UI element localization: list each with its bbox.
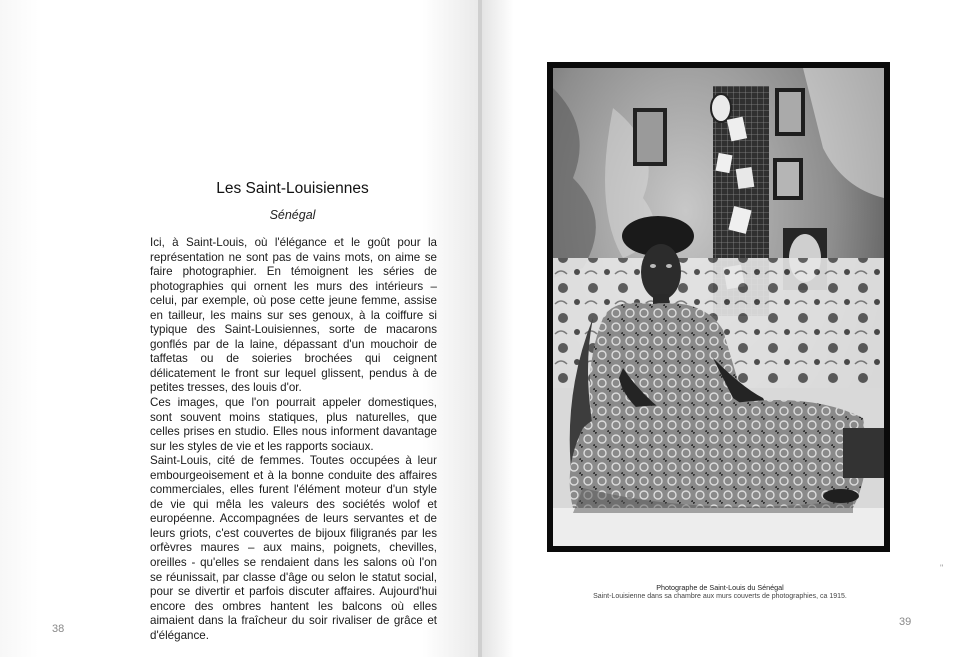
photo-caption-title: Photographe de Saint-Louis du Sénégal: [656, 583, 784, 592]
page-title: Les Saint-Louisiennes: [216, 180, 369, 197]
paragraph-2: Ces images, que l'on pourrait appeler domestiques, sont souvent moins statiques, plus naturelles, que celles prises en studio. Elles nous informent davantage sur les styles de vie et les rapports sociaux.: [150, 396, 437, 453]
body-text: [150, 236, 437, 643]
page-number-left: 38: [52, 623, 65, 635]
photo-caption-text: Saint-Louisienne dans sa chambre aux murs couverts de photographies, ca 1915.: [593, 593, 847, 600]
paragraph-1: Ici, à Saint-Louis, où l'élégance et le goût pour la représentation ne sont pas de vains mots, on aime se faire photographier. En témoignent les séries de photographies qui ornent les murs des intérieurs – celui, par exemple, où pose cette jeune femme, assise en tailleur, les mains sur ses genoux, à la coiffure si typique des Saint-Louisiennes, sorte de macarons gonflés par de la laine, dépassant d'un mouchoir de taffetas ou de soieries brochées qui ceignent délicatement le front sur lequel glissent, pendus à de petites tresses, des louis d'or.: [150, 236, 437, 395]
photograph: [553, 68, 884, 546]
page-subtitle: Sénégal: [269, 208, 316, 222]
margin-mark: ": [940, 563, 944, 573]
page-number-right: 39: [899, 616, 912, 628]
book-gutter: [478, 0, 482, 657]
photograph-illustration: [553, 68, 884, 546]
paragraph-3: Saint-Louis, cité de femmes. Toutes occupées à leur embourgeoisement et à la bonne conduite des affaires commerciales, elles furent l'élément moteur d'un style de vie qui mêla les valeurs des sociétés wolof et européenne. Accompagnées de leurs servantes et de leurs griots, c'est couvertes de bijoux filigranés par les orfèvres maures – aux mains, poignets, chevilles, oreilles - qu'elles se rendaient dans les salons où l'on se réunissait, par classe d'âge ou selon le statut social, pour se divertir et parfois discuter affaires. Aujourd'hui encore des ombres hantent les balcons où elles aimaient dans la fraîcheur du soir rivaliser de grâce et d'élégance.: [150, 454, 437, 642]
photograph-frame: [547, 62, 890, 552]
